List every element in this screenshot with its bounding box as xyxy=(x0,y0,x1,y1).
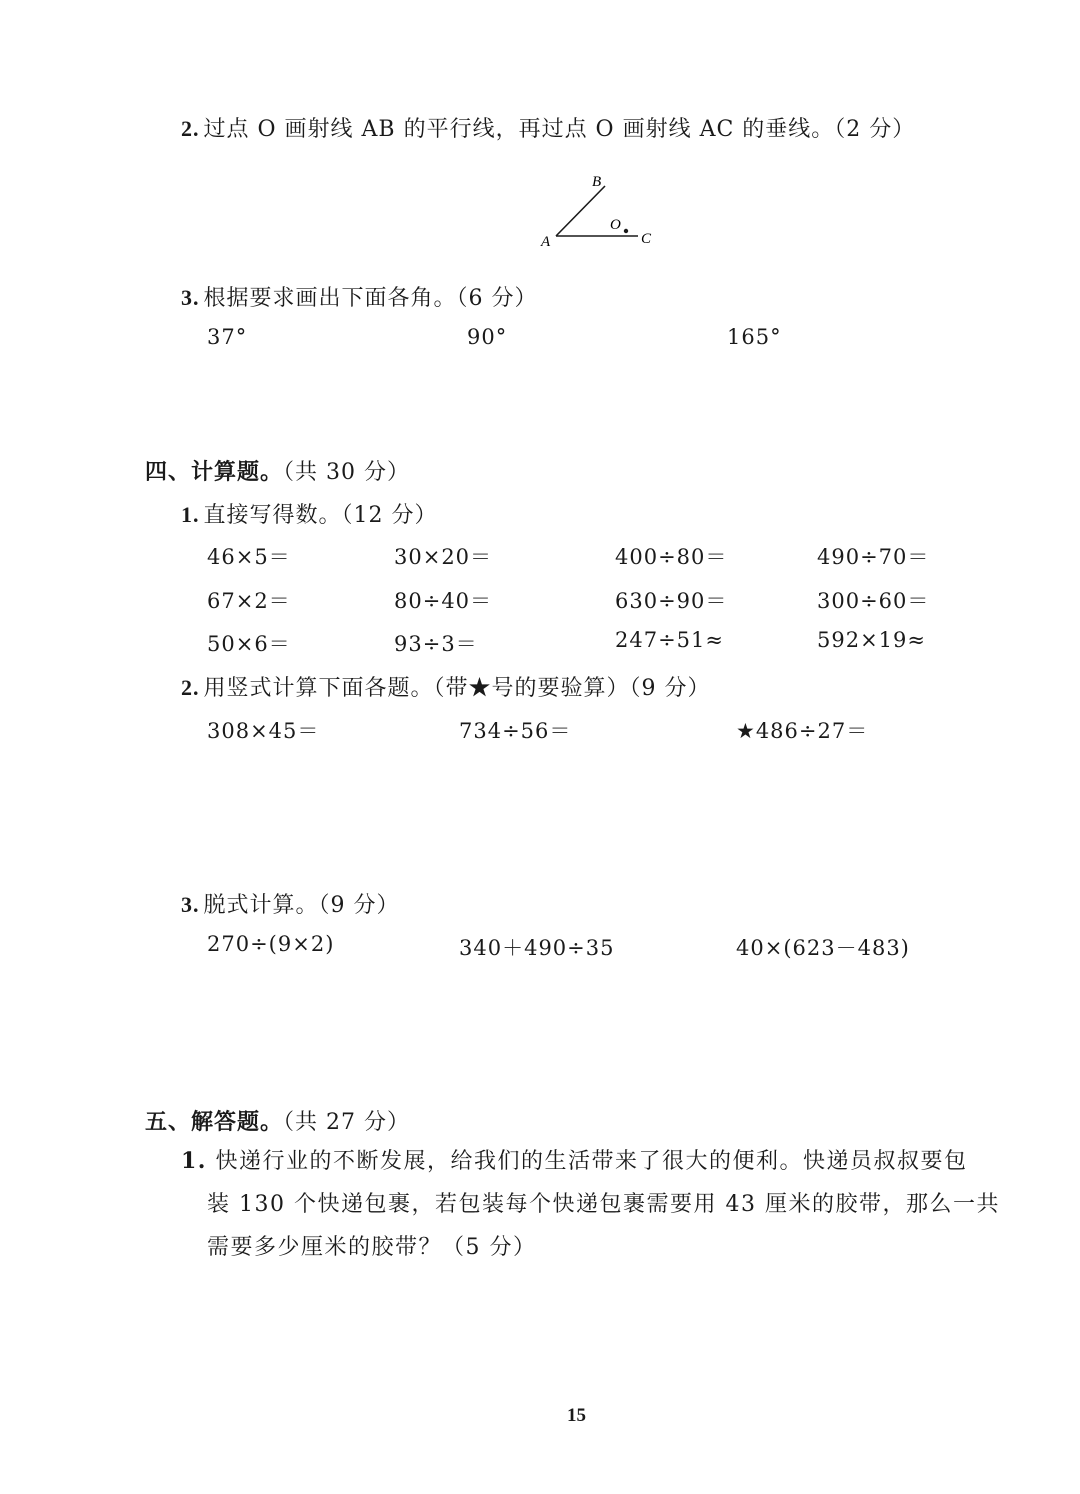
s4-question-1-number: 1. xyxy=(181,502,200,527)
vertical-calc-item: ★486÷27＝ xyxy=(736,719,869,743)
s4-question-2-text: 用竖式计算下面各题。（带★号的要验算）（9 分） xyxy=(203,676,711,701)
label-b: B xyxy=(592,174,602,190)
label-a: A xyxy=(541,234,551,250)
section-4-title: 四、计算题。 xyxy=(145,459,284,485)
s5-question-1-line-1: 快递行业的不断发展，给我们的生活带来了很大的便利。快递员叔叔要包 xyxy=(215,1149,968,1174)
ray-ab xyxy=(556,186,605,236)
calc-item: 80÷40＝ xyxy=(394,589,493,613)
point-o xyxy=(624,229,628,233)
step-calc-item: 40×(623－483) xyxy=(736,936,910,960)
s5-question-1-line-2: 装 130 个快递包裹，若包装每个快递包裹需要用 43 厘米的胶带，那么一共 xyxy=(207,1192,1000,1217)
question-3-text: 根据要求画出下面各角。（6 分） xyxy=(203,286,538,311)
calc-item: 30×20＝ xyxy=(394,545,493,569)
calc-item: 93÷3＝ xyxy=(394,632,478,656)
s4-question-2-number: 2. xyxy=(181,675,200,700)
question-2-number: 2. xyxy=(181,116,200,141)
calc-item: 630÷90＝ xyxy=(615,589,728,613)
angle-item: 165° xyxy=(727,325,782,349)
angle-item: 37° xyxy=(207,325,248,349)
calc-item: 490÷70＝ xyxy=(817,545,930,569)
s5-question-1 xyxy=(181,1140,1021,1269)
section-5-heading xyxy=(145,1105,410,1136)
calc-item: 300÷60＝ xyxy=(817,589,930,613)
question-3 xyxy=(181,281,538,312)
ray-figure xyxy=(530,162,670,258)
calc-item: 50×6＝ xyxy=(207,632,291,656)
s5-question-1-line-3: 需要多少厘米的胶带？（5 分） xyxy=(207,1235,537,1260)
step-calc-item: 340＋490÷35 xyxy=(459,936,615,960)
question-2-text: 过点 O 画射线 AB 的平行线，再过点 O 画射线 AC 的垂线。（2 分） xyxy=(203,117,916,142)
s4-question-2 xyxy=(181,671,711,702)
question-3-number: 3. xyxy=(181,285,200,310)
s4-question-3-number: 3. xyxy=(181,892,200,917)
section-5-title: 五、解答题。 xyxy=(145,1109,284,1135)
section-4-heading xyxy=(145,455,410,486)
calc-item: 400÷80＝ xyxy=(615,545,728,569)
calc-item: 46×5＝ xyxy=(207,545,291,569)
question-2 xyxy=(181,112,915,143)
vertical-calc-item: 308×45＝ xyxy=(207,719,320,743)
calc-item: 67×2＝ xyxy=(207,589,291,613)
label-c: C xyxy=(641,231,652,247)
vertical-calc-item: 734÷56＝ xyxy=(459,719,572,743)
s4-question-1-text: 直接写得数。（12 分） xyxy=(203,503,438,528)
s4-question-3-text: 脱式计算。（9 分） xyxy=(203,893,400,918)
s4-question-1 xyxy=(181,498,438,529)
calc-item: 247÷51≈ xyxy=(615,628,724,652)
calc-item: 592×19≈ xyxy=(817,628,926,652)
s4-question-3 xyxy=(181,888,400,919)
page-number: 15 xyxy=(567,1405,586,1426)
label-o: O xyxy=(610,217,621,233)
s5-question-1-number: 1. xyxy=(181,1148,207,1174)
section-5-points: （共 27 分） xyxy=(283,1110,410,1135)
section-4-points: （共 30 分） xyxy=(283,460,410,485)
step-calc-item: 270÷(9×2) xyxy=(207,932,335,956)
angle-item: 90° xyxy=(467,325,508,349)
